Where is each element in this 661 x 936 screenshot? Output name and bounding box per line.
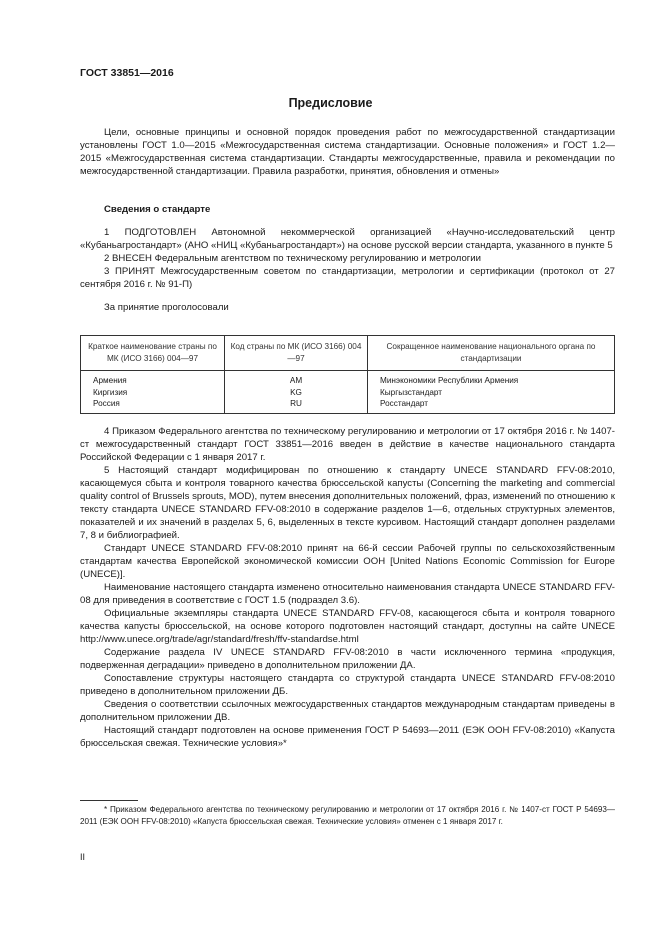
name-change-paragraph: Наименование настоящего стандарта изменено относительно наименования стандарта UNECE STANDARD FFV-08 для приведения в соответствие с ГОСТ 1.5 (подраздел 3.6).	[80, 582, 615, 606]
col-header-body: Сокращенное наименование национального органа по стандартизации	[368, 336, 615, 371]
footnote-text: * Приказом Федерального агентства по техническому регулированию и метрологии от 17 октября 2016 г. № 1407-ст ГОСТ Р 54693—2011 (ЕЭК ООН FFV-08:2010) «Капуста брюссельская свежая. Технические условия» отменен с 1 января 2017 г.	[80, 805, 615, 826]
annex-db-paragraph: Сопоставление структуры настоящего стандарта со структурой стандарта UNECE STANDARD FFV-08:2010 приведено в дополнительном приложении ДБ.	[80, 673, 615, 697]
page-title: Предисловие	[288, 96, 373, 110]
code-cell: RU	[225, 398, 368, 413]
table-header-row	[81, 336, 615, 371]
page-number: II	[80, 852, 86, 862]
annex-da-paragraph: Содержание раздела IV UNECE STANDARD FFV-08:2010 в части исключенного термина «продукция, подверженная деградации» приведено в дополнительном приложении ДА.	[80, 647, 615, 671]
col-header-country: Краткое наименование страны по МК (ИСО 3166) 004—97	[81, 336, 225, 371]
item-2-paragraph: 2 ВНЕСЕН Федеральным агентством по техническому регулированию и метрологии	[104, 253, 482, 264]
document-code: ГОСТ 33851—2016	[80, 67, 174, 79]
item-1-paragraph: 1 ПОДГОТОВЛЕН Автономной некоммерческой организацией «Научно-исследовательский центр «Кубаньагростандарт» (АНО «НИЦ «Кубаньагростандарт») на основе русской версии стандарта, указанного в пункте 5	[80, 227, 615, 251]
intro-paragraph: Цели, основные принципы и основной порядок проведения работ по межгосударственной стандартизации установлены ГОСТ 1.0—2015 «Межгосударственная система стандартизации. Основные положения» и ГОСТ 1.2—2015 «Межгосударственная система стандартизации. Стандарты межгосударственные, правила и рекомендации по межгосударственной стандартизации. Правила разработки, принятия, обновления и отмены»	[80, 127, 615, 177]
items-block-a	[80, 226, 615, 314]
code-cell: AM	[225, 371, 368, 387]
item-5-paragraph: 5 Настоящий стандарт модифицирован по отношению к стандарту UNECE STANDARD FFV-08:2010, касающемуся сбыта и контроля товарного качества брюссельской капусты (Concerning the marketing and commercial quality control of Brussels sprouts, MOD), путем внесения дополнительных положений, фраз, изменений по отношению к тексту стандарта UNECE STANDARD FFV-08:2010 в содержание разделов 1—6, отдельных структурных элементов, показателей и их значений в разделах 5, 6, выделенных в тексте курсивом. Настоящий стандарт дополнен разделами 7, 8 и библиографией.	[80, 465, 615, 541]
adoption-paragraph: Стандарт UNECE STANDARD FFV-08:2010 принят на 66-й сессии Рабочей группы по сельскохозяйственным стандартам качества Европейской экономической комиссии ООН [United Nations Economic Commission for Europe (UNECE)].	[80, 543, 615, 580]
table-row	[81, 398, 615, 413]
table-row	[81, 371, 615, 387]
country-cell: Киргизия	[81, 387, 225, 399]
item-4-paragraph: 4 Приказом Федерального агентства по техническому регулированию и метрологии от 17 октября 2016 г. № 1407-ст межгосударственный стандарт ГОСТ 33851—2016 введен в действие в качестве национального стандарта Российской Федерации с 1 января 2017 г.	[80, 426, 615, 463]
intro-block	[80, 126, 615, 178]
official-copies-paragraph: Официальные экземпляры стандарта UNECE STANDARD FFV-08, касающегося сбыта и контроля товарного качества капусты брюссельской, на основе которого подготовлен настоящий стандарт, доступны на сайте UNECE http://www.unece.org/trade/agr/standard/fresh/ffv-standardse.html	[80, 608, 615, 645]
country-cell: Армения	[81, 371, 225, 387]
item-3-paragraph: 3 ПРИНЯТ Межгосударственным советом по стандартизации, метрологии и сертификации (протокол от 27 сентября 2016 г. № 91-П)	[80, 266, 615, 290]
table-row	[81, 387, 615, 399]
items-block-b	[80, 425, 615, 750]
basis-paragraph: Настоящий стандарт подготовлен на основе применения ГОСТ Р 54693—2011 (ЕЭК ООН FFV-08:2010) «Капуста брюссельская свежая. Технические условия»*	[80, 725, 615, 749]
body-cell: Минэкономики Республики Армения	[368, 371, 615, 387]
body-cell: Кыргызстандарт	[368, 387, 615, 399]
footnote-divider	[80, 800, 138, 801]
voted-label: За принятие проголосовали	[104, 302, 229, 313]
col-header-code: Код страны по МК (ИСО 3166) 004—97	[225, 336, 368, 371]
standard-info-heading: Сведения о стандарте	[104, 204, 211, 215]
voting-table	[80, 335, 615, 414]
code-cell: KG	[225, 387, 368, 399]
footnote	[80, 804, 615, 828]
body-cell: Росстандарт	[368, 398, 615, 413]
annex-dv-paragraph: Сведения о соответствии ссылочных межгосударственных стандартов международным стандартам приведены в дополнительном приложении ДВ.	[80, 699, 615, 723]
country-cell: Россия	[81, 398, 225, 413]
